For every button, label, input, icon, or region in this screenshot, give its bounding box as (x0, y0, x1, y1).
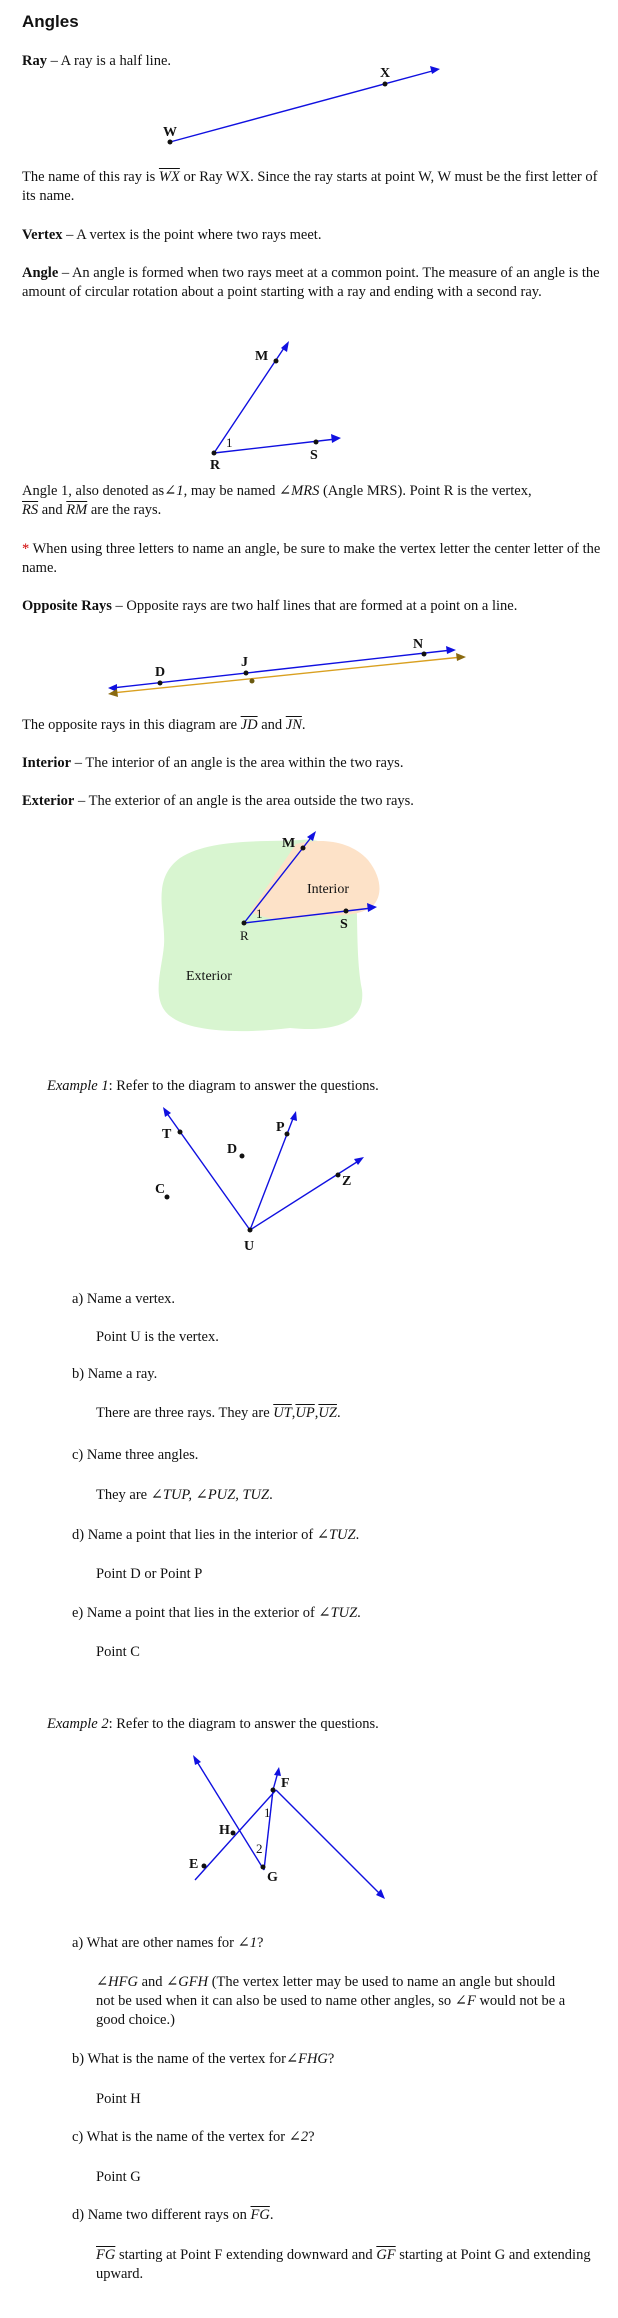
angle-diagram (0, 335, 618, 475)
label-m: M (255, 349, 269, 364)
angle-note: * When using three letters to name an angle, be sure to make the vertex letter the center letter of the name. (22, 541, 601, 576)
point-r-2 (242, 921, 247, 926)
angle-definition: Angle – An angle is formed when two rays meet at a common point. The measure of an angle is the amount of circular rotation about a point starting with a ray and ending with a second ray. (22, 265, 600, 300)
point-h (231, 1831, 236, 1836)
ray-jn-arrow (446, 646, 456, 654)
label-s-2: S (340, 917, 348, 932)
label-n: N (413, 637, 424, 652)
label-angle-1: 1 (226, 435, 233, 450)
point-w (168, 140, 173, 145)
orange-arrow-right (456, 653, 466, 661)
example1-intro: Example 1: Refer to the diagram to answer the questions. (47, 1078, 379, 1094)
example2-intro: Example 2: Refer to the diagram to answer the questions. (47, 1716, 379, 1732)
point-z (336, 1173, 341, 1178)
ray-wx-line (170, 70, 436, 142)
point-m-2 (301, 846, 306, 851)
label-h: H (219, 1823, 230, 1838)
ray-up-arrow (290, 1111, 297, 1121)
arrow-hg-top (193, 1755, 201, 1765)
example1-diagram (0, 1100, 618, 1260)
ray-definition: Ray – A ray is a half line. (22, 53, 172, 69)
ray-diagram (0, 60, 618, 150)
example2-q-b: b) What is the name of the vertex for∠FHG? (72, 2051, 335, 2067)
opposite-rays-diagram (0, 630, 618, 705)
label-f: F (281, 1776, 290, 1791)
example2-ans-d: $\overline{FG}$ starting at Point F extending downward and $\overline{GF}$ starting at Point G and extending upward. (96, 2247, 591, 2282)
label-p: P (276, 1120, 285, 1135)
ray-ut-arrow (163, 1107, 171, 1117)
point-f (271, 1788, 276, 1793)
page-title: Angles (22, 12, 79, 31)
example1-ans-e: Point C (96, 1644, 140, 1660)
example2-ans-c: Point G (96, 2169, 141, 2185)
example1-ans-a: Point U is the vertex. (96, 1329, 219, 1345)
exterior-label: Exterior (186, 969, 232, 984)
label-s: S (310, 448, 318, 463)
point-d (240, 1154, 245, 1159)
example1-q-b: b) Name a ray. (72, 1366, 158, 1382)
ray-uz (250, 1160, 360, 1230)
example2-ans-b: Point H (96, 2091, 141, 2107)
point-d (158, 681, 163, 686)
example2-q-a: a) What are other names for ∠1? (72, 1935, 264, 1951)
example2-q-d: d) Name two different rays on $\overline{FG}$. (72, 2207, 274, 2223)
line-f-diag (276, 1790, 381, 1895)
interior-label: Interior (307, 882, 349, 897)
ray-uz-arrow (354, 1157, 364, 1165)
example1-q-e: e) Name a point that lies in the exterior of ∠TUZ. (72, 1605, 361, 1621)
angle-naming: Angle 1, also denoted as∠1, may be named ∠MRS (Angle MRS). Point R is the vertex, $\overline{RS}$ and $\overline{RM}$ are the rays. (22, 483, 532, 518)
point-j-orange (250, 679, 255, 684)
example1-ans-c: They are ∠TUP, ∠PUZ, TUZ. (96, 1487, 273, 1503)
example2-q-c: c) What is the name of the vertex for ∠2? (72, 2129, 315, 2145)
ray-naming: The name of this ray is $\overline{WX}$ or Ray WX. Since the ray starts at point W, W must be the first letter of its name. (22, 169, 598, 204)
point-n (422, 652, 427, 657)
example2-ans-a: ∠HFG and ∠GFH (The vertex letter may be used to name an angle but should not be used when it can also be used to name other angles, so ∠F would not be a good choice.) (96, 1974, 566, 2028)
example1-ans-b: There are three rays. They are $\overline{UT},\overline{UP},\overline{UZ}$. (96, 1405, 341, 1421)
label-m-2: M (282, 836, 296, 851)
opposite-rays-definition: Opposite Rays – Opposite rays are two half lines that are formed at a point on a line. (22, 598, 518, 614)
label-angle-1-2: 1 (256, 906, 263, 921)
ray-rs-arrow (331, 434, 341, 443)
interior-exterior-diagram (0, 820, 618, 1040)
label-r-2: R (240, 928, 249, 943)
label-angle-2: 2 (256, 1841, 263, 1856)
ray-arrowhead (430, 66, 440, 74)
opposite-rays-description: The opposite rays in this diagram are $\overline{JD}$ and $\overline{JN}$. (22, 717, 306, 733)
label-w: W (163, 125, 177, 140)
ray-ut (166, 1112, 250, 1230)
label-j: J (241, 655, 248, 670)
label-angle-1: 1 (264, 1805, 271, 1820)
label-r: R (210, 458, 221, 473)
point-s-2 (344, 909, 349, 914)
arrow-f-up (274, 1767, 281, 1776)
label-t: T (162, 1127, 172, 1142)
example2-diagram (0, 1740, 618, 1920)
exterior-definition: Exterior – The exterior of an angle is the area outside the two rays. (22, 793, 414, 809)
example1-ans-d: Point D or Point P (96, 1566, 203, 1582)
label-z: Z (342, 1174, 352, 1189)
vertex-definition: Vertex – A vertex is the point where two rays meet. (22, 227, 322, 243)
point-s (314, 440, 319, 445)
label-e: E (189, 1857, 199, 1872)
label-d: D (155, 665, 166, 680)
point-r (212, 451, 217, 456)
label-x: X (380, 66, 391, 81)
point-x (383, 82, 388, 87)
label-c: C (155, 1182, 166, 1197)
example1-q-d: d) Name a point that lies in the interior of ∠TUZ. (72, 1527, 360, 1543)
point-j (244, 671, 249, 676)
interior-definition: Interior – The interior of an angle is the area within the two rays. (22, 755, 404, 771)
point-u (248, 1228, 253, 1233)
point-e (202, 1864, 207, 1869)
label-d: D (227, 1142, 238, 1157)
label-g: G (267, 1870, 278, 1885)
point-p (285, 1132, 290, 1137)
example1-q-c: c) Name three angles. (72, 1447, 199, 1463)
example1-q-a: a) Name a vertex. (72, 1291, 176, 1307)
point-m (274, 359, 279, 364)
label-u: U (244, 1239, 255, 1254)
point-c (165, 1195, 170, 1200)
ray-rm-arrow-2 (307, 831, 316, 841)
point-g (261, 1865, 266, 1870)
point-t (178, 1130, 183, 1135)
